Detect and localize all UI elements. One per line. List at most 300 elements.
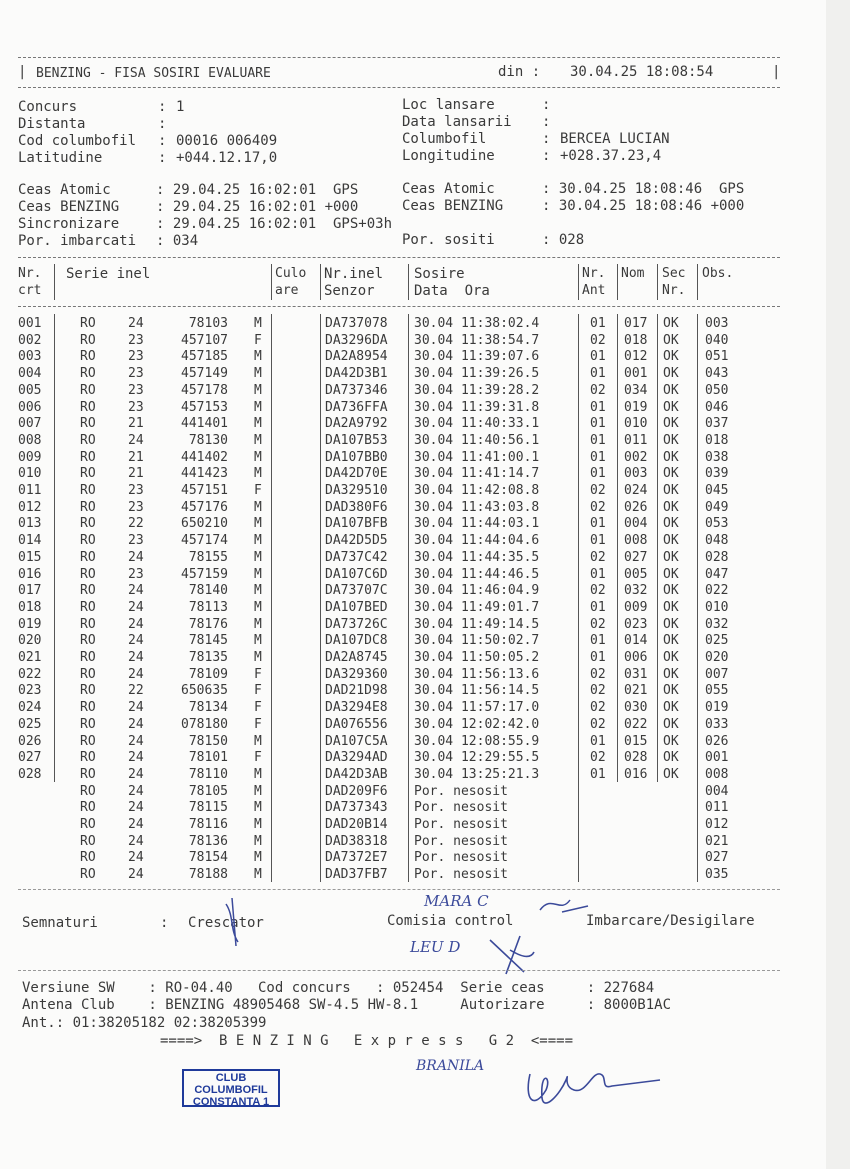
cell-ant: 02	[590, 382, 606, 398]
cell-obs: 012	[705, 817, 729, 832]
cell-tara: RO	[80, 499, 96, 515]
cell-an: 23	[128, 332, 144, 348]
cell-sec: OK	[663, 533, 679, 549]
footer-line-2: Antena Club : BENZING 48905468 SW-4.5 HW-8.1 Autorizare : 8000B1AC	[22, 997, 672, 1013]
scan-edge	[826, 0, 850, 1169]
cell-nr: 016	[18, 566, 42, 582]
cell-senzor: DAD20B14	[325, 817, 388, 832]
cell-sec: OK	[663, 716, 679, 732]
cell-inel: 457178	[181, 382, 228, 398]
col-separator	[54, 264, 55, 300]
cell-inel: 78145	[188, 633, 228, 649]
cell-obs: 020	[705, 650, 729, 665]
info-sep: :	[158, 150, 167, 166]
cell-tara: RO	[80, 332, 96, 348]
cell-senzor: DA2A9792	[325, 416, 388, 432]
cell-sosire: 30.04 12:02:42.0	[414, 716, 540, 732]
cell-sex: M	[254, 533, 262, 549]
cell-senzor: DA107BFB	[325, 516, 388, 532]
cell-an: 23	[128, 483, 144, 498]
cell-sosire: 30.04 13:25:21.3	[414, 766, 540, 782]
cell-tara: RO	[80, 516, 96, 532]
cell-an: 22	[128, 516, 144, 532]
info-sep: :	[542, 97, 551, 113]
cell-inel: 457153	[181, 399, 228, 415]
cell-sex: F	[254, 332, 262, 348]
cell-inel: 78136	[188, 833, 228, 849]
cell-sec: OK	[663, 566, 679, 582]
cell-ant: 01	[590, 533, 606, 549]
info-value: 00016 006409	[176, 133, 278, 149]
cell-senzor: DA329510	[325, 483, 388, 498]
clock-label: Por. sositi	[402, 232, 495, 248]
cell-nom: 011	[624, 432, 648, 448]
col-separator	[320, 264, 321, 300]
info-value: BERCEA LUCIAN	[560, 131, 670, 147]
cell-sec: OK	[663, 399, 679, 415]
cell-sex: M	[254, 316, 262, 331]
cell-nr: 005	[18, 382, 42, 398]
cell-an: 23	[128, 533, 144, 549]
col-sec-header-2: Nr.	[662, 283, 686, 298]
cell-tara: RO	[80, 867, 96, 883]
cell-tara: RO	[80, 382, 96, 398]
col-culoare-header: Culo	[275, 266, 307, 281]
cell-obs: 004	[705, 783, 729, 799]
cell-senzor: DA73707C	[325, 583, 388, 599]
cell-sec: OK	[663, 549, 679, 565]
info-label: Distanta	[18, 116, 86, 132]
cell-sosire: 30.04 11:44:04.6	[414, 533, 540, 549]
footer-line-3: Ant.: 01:38205182 02:38205399	[22, 1015, 267, 1031]
col-separator	[271, 264, 272, 300]
cell-an: 23	[128, 349, 144, 365]
stamp-line-1: CLUB	[215, 1072, 247, 1084]
cell-inel: 78155	[188, 549, 228, 565]
cell-nr: 010	[18, 466, 42, 482]
clock-value: : 29.04.25 16:02:01 GPS	[156, 182, 359, 198]
clock-value: : 034	[156, 233, 199, 249]
col-separator	[320, 314, 321, 882]
handwritten-name-3: BRANILA	[416, 1058, 485, 1074]
stamp-line-2: COLUMBOFIL	[194, 1084, 268, 1096]
col-sosire-header: Sosire	[414, 266, 465, 282]
cell-nr: 014	[18, 533, 42, 549]
cell-sec: OK	[663, 583, 679, 599]
cell-inel: 78105	[188, 783, 228, 799]
col-nom-header: Nom	[621, 266, 645, 281]
cell-obs: 011	[705, 800, 729, 816]
col-separator	[657, 314, 658, 782]
cell-sosire: 30.04 11:39:07.6	[414, 349, 540, 365]
stamp-line-3: CONSTANTA 1	[192, 1096, 270, 1108]
cell-sosire: 30.04 11:57:17.0	[414, 700, 540, 716]
cell-inel: 650635	[181, 683, 228, 699]
cell-sex: M	[254, 817, 262, 832]
cell-sosire: 30.04 11:40:33.1	[414, 416, 540, 432]
cell-sosire: 30.04 11:41:14.7	[414, 466, 540, 482]
cell-sex: M	[254, 850, 262, 866]
cell-nom: 028	[624, 750, 648, 766]
cell-sex: F	[254, 483, 262, 498]
cell-an: 24	[128, 716, 144, 732]
cell-obs: 051	[705, 349, 729, 365]
cell-nom: 016	[624, 766, 648, 782]
cell-an: 23	[128, 366, 144, 382]
info-label: Longitudine	[402, 148, 495, 164]
cell-senzor: DA7372E7	[325, 850, 388, 866]
cell-obs: 046	[705, 399, 729, 415]
cell-an: 23	[128, 499, 144, 515]
cell-inel: 441401	[181, 416, 228, 432]
cell-obs: 019	[705, 700, 729, 716]
cell-sosire: 30.04 11:56:14.5	[414, 683, 540, 699]
cell-tara: RO	[80, 566, 96, 582]
cell-an: 24	[128, 783, 144, 799]
clock-value: : 29.04.25 16:02:01 GPS+03h	[156, 216, 393, 232]
col-culoare-header-2: are	[275, 283, 299, 298]
cell-nom: 019	[624, 399, 648, 415]
cell-sex: F	[254, 750, 262, 766]
cell-obs: 050	[705, 382, 729, 398]
cell-tara: RO	[80, 583, 96, 599]
cell-senzor: DAD380F6	[325, 499, 388, 515]
cell-sosire: 30.04 11:44:46.5	[414, 566, 540, 582]
cell-senzor: DA42D3B1	[325, 366, 388, 382]
cell-obs: 027	[705, 850, 729, 866]
cell-nr: 013	[18, 516, 42, 532]
cell-sex: M	[254, 599, 262, 615]
signature-scribble	[500, 1050, 680, 1120]
cell-nr: 025	[18, 716, 42, 732]
cell-nom: 018	[624, 332, 648, 348]
cell-nr: 026	[18, 733, 42, 749]
cell-senzor: DA737346	[325, 382, 388, 398]
cell-senzor: DAD38318	[325, 833, 388, 849]
cell-senzor: DA42D5D5	[325, 533, 388, 549]
comisia-label: Comisia control	[387, 913, 514, 929]
col-separator	[657, 264, 658, 300]
cell-an: 24	[128, 700, 144, 716]
header-datetime: 30.04.25 18:08:54	[570, 64, 714, 80]
cell-ant: 02	[590, 616, 606, 632]
cell-inel: 078180	[181, 716, 228, 732]
handwritten-name-2: LEU D	[410, 938, 461, 956]
cell-senzor: DAD209F6	[325, 783, 388, 799]
cell-sec: OK	[663, 733, 679, 749]
cell-nr: 006	[18, 399, 42, 415]
cell-inel: 78134	[188, 700, 228, 716]
cell-ant: 02	[590, 700, 606, 716]
cell-senzor: DA3296DA	[325, 332, 388, 348]
cell-an: 24	[128, 650, 144, 665]
cell-obs: 045	[705, 483, 729, 498]
cell-obs: 037	[705, 416, 729, 432]
cell-ant: 01	[590, 516, 606, 532]
cell-tara: RO	[80, 549, 96, 565]
signatures-label: Semnaturi	[22, 915, 98, 931]
cell-sex: F	[254, 716, 262, 732]
col-data-ora-header: Data Ora	[414, 283, 490, 299]
cell-sosire: 30.04 11:41:00.1	[414, 449, 540, 465]
cell-nr: 004	[18, 366, 42, 382]
cell-nr: 018	[18, 599, 42, 615]
cell-sex: M	[254, 833, 262, 849]
cell-obs: 001	[705, 750, 729, 766]
cell-nom: 004	[624, 516, 648, 532]
info-sep: :	[542, 148, 551, 164]
info-sep: :	[158, 99, 167, 115]
cell-senzor: DAD37FB7	[325, 867, 388, 883]
cell-senzor: DA736FFA	[325, 399, 388, 415]
info-sep: :	[542, 131, 551, 147]
cell-tara: RO	[80, 483, 96, 498]
cell-an: 22	[128, 683, 144, 699]
cell-tara: RO	[80, 533, 96, 549]
cell-sosire: 30.04 11:43:03.8	[414, 499, 540, 515]
cell-sosire: 30.04 12:29:55.5	[414, 750, 540, 766]
info-label: Data lansarii	[402, 114, 512, 130]
cell-tara: RO	[80, 666, 96, 682]
cell-senzor: DA42D70E	[325, 466, 388, 482]
cell-ant: 01	[590, 733, 606, 749]
cell-an: 24	[128, 733, 144, 749]
cell-ant: 01	[590, 466, 606, 482]
cell-sex: M	[254, 867, 262, 883]
cell-inel: 441402	[181, 449, 228, 465]
cell-an: 21	[128, 466, 144, 482]
cell-tara: RO	[80, 766, 96, 782]
cell-tara: RO	[80, 817, 96, 832]
col-ant-header: Nr.	[582, 266, 606, 281]
cell-obs: 043	[705, 366, 729, 382]
cell-tara: RO	[80, 716, 96, 732]
cell-an: 24	[128, 817, 144, 832]
col-separator	[408, 314, 409, 882]
info-sep: :	[542, 114, 551, 130]
cell-sex: M	[254, 566, 262, 582]
cell-sec: OK	[663, 599, 679, 615]
cell-an: 24	[128, 432, 144, 448]
cell-inel: 78109	[188, 666, 228, 682]
cell-nom: 005	[624, 566, 648, 582]
col-separator	[408, 264, 409, 300]
cell-inel: 78116	[188, 817, 228, 832]
cell-ant: 02	[590, 716, 606, 732]
cell-nom: 027	[624, 549, 648, 565]
info-value: 1	[176, 99, 185, 115]
cell-ant: 01	[590, 349, 606, 365]
header-din-label: din :	[498, 64, 541, 80]
cell-obs: 055	[705, 683, 729, 699]
cell-ant: 01	[590, 316, 606, 331]
cell-obs: 008	[705, 766, 729, 782]
cell-obs: 022	[705, 583, 729, 599]
cell-inel: 78150	[188, 733, 228, 749]
cell-an: 23	[128, 566, 144, 582]
cell-tara: RO	[80, 399, 96, 415]
cell-senzor: DAD21D98	[325, 683, 388, 699]
cell-sex: F	[254, 683, 262, 699]
cell-tara: RO	[80, 850, 96, 866]
col-separator	[617, 264, 618, 300]
cell-nr: 021	[18, 650, 42, 665]
cell-tara: RO	[80, 683, 96, 699]
cell-an: 24	[128, 616, 144, 632]
cell-sec: OK	[663, 499, 679, 515]
cell-an: 24	[128, 549, 144, 565]
cell-ant: 02	[590, 683, 606, 699]
clock-value: : 30.04.25 18:08:46 GPS	[542, 181, 745, 197]
cell-tara: RO	[80, 449, 96, 465]
cell-senzor: DA107C6D	[325, 566, 388, 582]
cell-sec: OK	[663, 516, 679, 532]
cell-sosire: Por. nesosit	[414, 817, 508, 832]
col-separator	[697, 314, 698, 882]
cell-senzor: DA737078	[325, 316, 388, 331]
cell-nr: 007	[18, 416, 42, 432]
info-sep: :	[158, 133, 167, 149]
cell-senzor: DA076556	[325, 716, 388, 732]
clock-label: Ceas BENZING	[402, 198, 504, 214]
cell-sosire: 30.04 11:38:54.7	[414, 332, 540, 348]
cell-inel: 441423	[181, 466, 228, 482]
cell-ant: 02	[590, 499, 606, 515]
info-sep: :	[158, 116, 167, 132]
cell-an: 23	[128, 399, 144, 415]
cell-sec: OK	[663, 416, 679, 432]
clock-label: Por. imbarcati	[18, 233, 137, 249]
cell-sec: OK	[663, 666, 679, 682]
cell-nom: 026	[624, 499, 648, 515]
cell-nr: 027	[18, 750, 42, 766]
header-bar-left: |	[18, 64, 27, 80]
cell-tara: RO	[80, 733, 96, 749]
cell-inel: 457159	[181, 566, 228, 582]
col-separator	[271, 314, 272, 882]
cell-sex: M	[254, 583, 262, 599]
cell-senzor: DA2A8745	[325, 650, 388, 665]
cell-sosire: 30.04 11:38:02.4	[414, 316, 540, 331]
cell-inel: 78113	[188, 599, 228, 615]
cell-sex: M	[254, 633, 262, 649]
info-label: Columbofil	[402, 131, 487, 147]
cell-sosire: 30.04 11:39:26.5	[414, 366, 540, 382]
cell-sec: OK	[663, 650, 679, 665]
cell-sex: M	[254, 650, 262, 665]
cell-nom: 014	[624, 633, 648, 649]
cell-an: 24	[128, 850, 144, 866]
cell-nom: 010	[624, 416, 648, 432]
cell-sex: M	[254, 549, 262, 565]
cell-tara: RO	[80, 700, 96, 716]
header-bar-right: |	[772, 64, 781, 80]
cell-nr: 003	[18, 349, 42, 365]
info-value: +028.37.23,4	[560, 148, 662, 164]
divider	[18, 57, 780, 58]
cell-tara: RO	[80, 416, 96, 432]
cell-tara: RO	[80, 599, 96, 615]
imbarcare-label: Imbarcare/Desigilare	[586, 913, 755, 929]
cell-sec: OK	[663, 483, 679, 498]
crescator-label: Crescator	[188, 915, 264, 931]
col-nr-header-2: crt	[18, 283, 42, 298]
cell-an: 24	[128, 633, 144, 649]
cell-obs: 010	[705, 599, 729, 615]
cell-sex: M	[254, 366, 262, 382]
cell-sec: OK	[663, 683, 679, 699]
cell-obs: 032	[705, 616, 729, 632]
cell-an: 24	[128, 583, 144, 599]
cell-an: 21	[128, 449, 144, 465]
cell-nom: 031	[624, 666, 648, 682]
cell-obs: 035	[705, 867, 729, 883]
cell-obs: 003	[705, 316, 729, 331]
cell-nr: 011	[18, 483, 42, 498]
cell-sosire: Por. nesosit	[414, 783, 508, 799]
cell-nom: 017	[624, 316, 648, 331]
cell-ant: 01	[590, 633, 606, 649]
cell-obs: 038	[705, 449, 729, 465]
cell-sec: OK	[663, 316, 679, 331]
info-label: Latitudine	[18, 150, 103, 166]
clock-label: Sincronizare	[18, 216, 120, 232]
cell-an: 24	[128, 316, 144, 331]
cell-ant: 01	[590, 399, 606, 415]
cell-sec: OK	[663, 633, 679, 649]
cell-inel: 78101	[188, 750, 228, 766]
cell-sosire: 30.04 12:08:55.9	[414, 733, 540, 749]
cell-sec: OK	[663, 432, 679, 448]
info-label: Concurs	[18, 99, 78, 115]
cell-tara: RO	[80, 616, 96, 632]
cell-sosire: Por. nesosit	[414, 867, 508, 883]
cell-senzor: DA329360	[325, 666, 388, 682]
cell-sosire: 30.04 11:49:01.7	[414, 599, 540, 615]
cell-obs: 040	[705, 332, 729, 348]
cell-tara: RO	[80, 349, 96, 365]
cell-sosire: 30.04 11:49:14.5	[414, 616, 540, 632]
cell-sex: M	[254, 516, 262, 532]
cell-nom: 024	[624, 483, 648, 498]
cell-inel: 78103	[188, 316, 228, 331]
cell-an: 23	[128, 382, 144, 398]
cell-obs: 018	[705, 432, 729, 448]
cell-sex: F	[254, 700, 262, 716]
club-stamp	[182, 1069, 280, 1107]
cell-inel: 457174	[181, 533, 228, 549]
cell-nom: 034	[624, 382, 648, 398]
col-inel-header: Nr.inel	[324, 266, 384, 282]
cell-nr: 024	[18, 700, 42, 716]
cell-senzor: DA73726C	[325, 616, 388, 632]
cell-tara: RO	[80, 783, 96, 799]
cell-sec: OK	[663, 750, 679, 766]
cell-nr: 023	[18, 683, 42, 699]
cell-tara: RO	[80, 800, 96, 816]
cell-sex: M	[254, 766, 262, 782]
footer-line-1: Versiune SW : RO-04.40 Cod concurs : 052454 Serie ceas : 227684	[22, 980, 655, 996]
signatures-sep: :	[160, 915, 169, 931]
divider	[18, 306, 780, 307]
info-value: +044.12.17,0	[176, 150, 278, 166]
col-separator	[697, 264, 698, 300]
cell-sosire: 30.04 11:44:35.5	[414, 549, 540, 565]
cell-inel: 78188	[188, 867, 228, 883]
cell-sex: M	[254, 349, 262, 365]
cell-nom: 008	[624, 533, 648, 549]
cell-tara: RO	[80, 366, 96, 382]
